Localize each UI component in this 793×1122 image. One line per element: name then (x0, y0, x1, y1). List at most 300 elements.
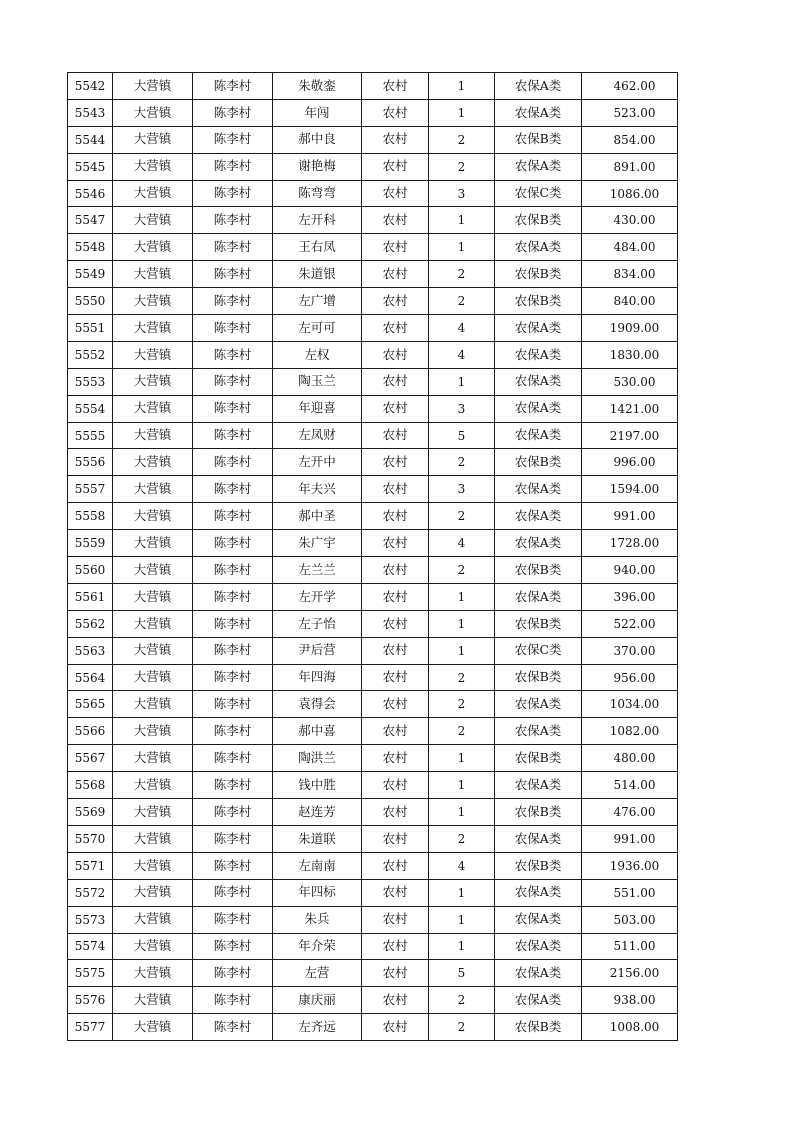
area-type-cell: 农村 (362, 99, 429, 126)
town-cell: 大营镇 (113, 422, 193, 449)
insurance-category-cell: 农保B类 (495, 557, 582, 584)
amount-cell: 840.00 (582, 288, 678, 315)
amount-cell: 2197.00 (582, 422, 678, 449)
insurance-category-cell: 农保A类 (495, 234, 582, 261)
table-row (68, 557, 678, 584)
amount-cell: 1936.00 (582, 852, 678, 879)
insurance-category-cell: 农保A类 (495, 503, 582, 530)
name-cell: 朱兵 (273, 906, 362, 933)
name-cell: 郝中良 (273, 126, 362, 153)
amount-cell: 476.00 (582, 799, 678, 826)
household-size-cell: 5 (429, 422, 495, 449)
household-size-cell: 1 (429, 73, 495, 100)
village-cell: 陈李村 (193, 315, 273, 342)
town-cell: 大营镇 (113, 906, 193, 933)
table-row (68, 73, 678, 100)
serial-number-cell: 5573 (68, 906, 113, 933)
area-type-cell: 农村 (362, 422, 429, 449)
town-cell: 大营镇 (113, 557, 193, 584)
household-size-cell: 1 (429, 583, 495, 610)
town-cell: 大营镇 (113, 288, 193, 315)
area-type-cell: 农村 (362, 691, 429, 718)
insurance-category-cell: 农保B类 (495, 799, 582, 826)
name-cell: 陶玉兰 (273, 368, 362, 395)
serial-number-cell: 5568 (68, 772, 113, 799)
table-row (68, 933, 678, 960)
name-cell: 郝中喜 (273, 718, 362, 745)
insurance-category-cell: 农保A类 (495, 718, 582, 745)
table-row (68, 960, 678, 987)
area-type-cell: 农村 (362, 476, 429, 503)
household-size-cell: 2 (429, 691, 495, 718)
village-cell: 陈李村 (193, 718, 273, 745)
insurance-category-cell: 农保A类 (495, 395, 582, 422)
serial-number-cell: 5560 (68, 557, 113, 584)
village-cell: 陈李村 (193, 395, 273, 422)
name-cell: 钱中胜 (273, 772, 362, 799)
insurance-category-cell: 农保A类 (495, 825, 582, 852)
serial-number-cell: 5549 (68, 261, 113, 288)
amount-cell: 956.00 (582, 664, 678, 691)
village-cell: 陈李村 (193, 799, 273, 826)
name-cell: 袁得会 (273, 691, 362, 718)
table-row (68, 476, 678, 503)
household-size-cell: 1 (429, 906, 495, 933)
serial-number-cell: 5577 (68, 1014, 113, 1041)
town-cell: 大营镇 (113, 503, 193, 530)
insurance-category-cell: 农保B类 (495, 126, 582, 153)
name-cell: 康庆丽 (273, 987, 362, 1014)
name-cell: 左广增 (273, 288, 362, 315)
insurance-category-cell: 农保A类 (495, 960, 582, 987)
area-type-cell: 农村 (362, 960, 429, 987)
area-type-cell: 农村 (362, 879, 429, 906)
serial-number-cell: 5570 (68, 825, 113, 852)
serial-number-cell: 5563 (68, 637, 113, 664)
household-size-cell: 3 (429, 180, 495, 207)
town-cell: 大营镇 (113, 852, 193, 879)
serial-number-cell: 5571 (68, 852, 113, 879)
insurance-category-cell: 农保A类 (495, 422, 582, 449)
village-cell: 陈李村 (193, 180, 273, 207)
village-cell: 陈李村 (193, 503, 273, 530)
area-type-cell: 农村 (362, 315, 429, 342)
town-cell: 大营镇 (113, 879, 193, 906)
area-type-cell: 农村 (362, 933, 429, 960)
household-size-cell: 2 (429, 664, 495, 691)
name-cell: 年介荣 (273, 933, 362, 960)
amount-cell: 2156.00 (582, 960, 678, 987)
village-cell: 陈李村 (193, 126, 273, 153)
amount-cell: 370.00 (582, 637, 678, 664)
town-cell: 大营镇 (113, 476, 193, 503)
household-size-cell: 1 (429, 234, 495, 261)
serial-number-cell: 5574 (68, 933, 113, 960)
area-type-cell: 农村 (362, 395, 429, 422)
insurance-category-cell: 农保B类 (495, 610, 582, 637)
town-cell: 大营镇 (113, 234, 193, 261)
amount-cell: 1086.00 (582, 180, 678, 207)
household-size-cell: 2 (429, 503, 495, 530)
table-row (68, 664, 678, 691)
table-row (68, 315, 678, 342)
household-size-cell: 2 (429, 718, 495, 745)
serial-number-cell: 5545 (68, 153, 113, 180)
insurance-category-cell: 农保A类 (495, 772, 582, 799)
area-type-cell: 农村 (362, 799, 429, 826)
insurance-category-cell: 农保A类 (495, 73, 582, 100)
area-type-cell: 农村 (362, 530, 429, 557)
town-cell: 大营镇 (113, 180, 193, 207)
table-row (68, 987, 678, 1014)
name-cell: 朱道联 (273, 825, 362, 852)
area-type-cell: 农村 (362, 610, 429, 637)
insurance-category-cell: 农保C类 (495, 637, 582, 664)
village-cell: 陈李村 (193, 610, 273, 637)
amount-cell: 523.00 (582, 99, 678, 126)
insurance-category-cell: 农保C类 (495, 180, 582, 207)
household-size-cell: 1 (429, 933, 495, 960)
name-cell: 朱道银 (273, 261, 362, 288)
village-cell: 陈李村 (193, 153, 273, 180)
serial-number-cell: 5559 (68, 530, 113, 557)
insurance-category-cell: 农保B类 (495, 288, 582, 315)
village-cell: 陈李村 (193, 234, 273, 261)
table-row (68, 341, 678, 368)
insurance-category-cell: 农保A类 (495, 341, 582, 368)
village-cell: 陈李村 (193, 933, 273, 960)
area-type-cell: 农村 (362, 987, 429, 1014)
village-cell: 陈李村 (193, 288, 273, 315)
serial-number-cell: 5555 (68, 422, 113, 449)
household-size-cell: 1 (429, 637, 495, 664)
town-cell: 大营镇 (113, 449, 193, 476)
household-size-cell: 2 (429, 557, 495, 584)
name-cell: 陶洪兰 (273, 745, 362, 772)
table-row (68, 799, 678, 826)
serial-number-cell: 5546 (68, 180, 113, 207)
insurance-category-cell: 农保A类 (495, 879, 582, 906)
serial-number-cell: 5569 (68, 799, 113, 826)
table-row (68, 126, 678, 153)
table-row (68, 503, 678, 530)
area-type-cell: 农村 (362, 126, 429, 153)
area-type-cell: 农村 (362, 368, 429, 395)
village-cell: 陈李村 (193, 879, 273, 906)
name-cell: 年四海 (273, 664, 362, 691)
table-row (68, 852, 678, 879)
household-size-cell: 4 (429, 315, 495, 342)
town-cell: 大营镇 (113, 933, 193, 960)
town-cell: 大营镇 (113, 960, 193, 987)
serial-number-cell: 5551 (68, 315, 113, 342)
area-type-cell: 农村 (362, 557, 429, 584)
insurance-category-cell: 农保B类 (495, 745, 582, 772)
insurance-category-cell: 农保A类 (495, 315, 582, 342)
table-row (68, 691, 678, 718)
insurance-category-cell: 农保B类 (495, 207, 582, 234)
household-size-cell: 1 (429, 745, 495, 772)
village-cell: 陈李村 (193, 557, 273, 584)
serial-number-cell: 5567 (68, 745, 113, 772)
name-cell: 朱广宇 (273, 530, 362, 557)
table-row (68, 879, 678, 906)
table-row (68, 207, 678, 234)
household-size-cell: 2 (429, 449, 495, 476)
name-cell: 陈弯弯 (273, 180, 362, 207)
area-type-cell: 农村 (362, 825, 429, 852)
village-cell: 陈李村 (193, 99, 273, 126)
table-row (68, 637, 678, 664)
table-row (68, 583, 678, 610)
table-row (68, 234, 678, 261)
insurance-category-cell: 农保A类 (495, 933, 582, 960)
household-size-cell: 1 (429, 772, 495, 799)
serial-number-cell: 5566 (68, 718, 113, 745)
town-cell: 大营镇 (113, 315, 193, 342)
village-cell: 陈李村 (193, 852, 273, 879)
town-cell: 大营镇 (113, 395, 193, 422)
village-cell: 陈李村 (193, 745, 273, 772)
area-type-cell: 农村 (362, 341, 429, 368)
amount-cell: 522.00 (582, 610, 678, 637)
serial-number-cell: 5565 (68, 691, 113, 718)
village-cell: 陈李村 (193, 637, 273, 664)
village-cell: 陈李村 (193, 825, 273, 852)
household-size-cell: 4 (429, 341, 495, 368)
town-cell: 大营镇 (113, 126, 193, 153)
insurance-category-cell: 农保B类 (495, 449, 582, 476)
town-cell: 大营镇 (113, 530, 193, 557)
town-cell: 大营镇 (113, 718, 193, 745)
village-cell: 陈李村 (193, 906, 273, 933)
household-size-cell: 3 (429, 476, 495, 503)
table-row (68, 395, 678, 422)
name-cell: 年四标 (273, 879, 362, 906)
name-cell: 王右凤 (273, 234, 362, 261)
table-row (68, 718, 678, 745)
amount-cell: 430.00 (582, 207, 678, 234)
household-size-cell: 1 (429, 879, 495, 906)
town-cell: 大营镇 (113, 825, 193, 852)
insurance-category-cell: 农保A类 (495, 691, 582, 718)
household-size-cell: 2 (429, 261, 495, 288)
serial-number-cell: 5575 (68, 960, 113, 987)
town-cell: 大营镇 (113, 341, 193, 368)
area-type-cell: 农村 (362, 73, 429, 100)
serial-number-cell: 5557 (68, 476, 113, 503)
table-row (68, 153, 678, 180)
area-type-cell: 农村 (362, 906, 429, 933)
name-cell: 左子怡 (273, 610, 362, 637)
insurance-category-cell: 农保B类 (495, 261, 582, 288)
village-cell: 陈李村 (193, 960, 273, 987)
village-cell: 陈李村 (193, 987, 273, 1014)
amount-cell: 991.00 (582, 503, 678, 530)
serial-number-cell: 5548 (68, 234, 113, 261)
amount-cell: 551.00 (582, 879, 678, 906)
town-cell: 大营镇 (113, 745, 193, 772)
insurance-category-cell: 农保B类 (495, 1014, 582, 1041)
town-cell: 大营镇 (113, 207, 193, 234)
serial-number-cell: 5556 (68, 449, 113, 476)
amount-cell: 940.00 (582, 557, 678, 584)
name-cell: 尹后营 (273, 637, 362, 664)
area-type-cell: 农村 (362, 207, 429, 234)
records-table (67, 72, 678, 1041)
household-size-cell: 1 (429, 799, 495, 826)
table-row (68, 449, 678, 476)
serial-number-cell: 5553 (68, 368, 113, 395)
household-size-cell: 4 (429, 530, 495, 557)
town-cell: 大营镇 (113, 691, 193, 718)
serial-number-cell: 5543 (68, 99, 113, 126)
village-cell: 陈李村 (193, 772, 273, 799)
household-size-cell: 2 (429, 987, 495, 1014)
insurance-category-cell: 农保A类 (495, 99, 582, 126)
insurance-category-cell: 农保A类 (495, 368, 582, 395)
amount-cell: 854.00 (582, 126, 678, 153)
serial-number-cell: 5562 (68, 610, 113, 637)
insurance-category-cell: 农保A类 (495, 987, 582, 1014)
town-cell: 大营镇 (113, 610, 193, 637)
area-type-cell: 农村 (362, 637, 429, 664)
name-cell: 郝中圣 (273, 503, 362, 530)
table-row (68, 772, 678, 799)
serial-number-cell: 5558 (68, 503, 113, 530)
insurance-category-cell: 农保A类 (495, 476, 582, 503)
village-cell: 陈李村 (193, 368, 273, 395)
table-row (68, 99, 678, 126)
serial-number-cell: 5544 (68, 126, 113, 153)
name-cell: 年夫兴 (273, 476, 362, 503)
town-cell: 大营镇 (113, 99, 193, 126)
insurance-category-cell: 农保A类 (495, 583, 582, 610)
household-size-cell: 2 (429, 153, 495, 180)
household-size-cell: 5 (429, 960, 495, 987)
village-cell: 陈李村 (193, 449, 273, 476)
town-cell: 大营镇 (113, 637, 193, 664)
name-cell: 左南南 (273, 852, 362, 879)
town-cell: 大营镇 (113, 1014, 193, 1041)
amount-cell: 1008.00 (582, 1014, 678, 1041)
household-size-cell: 4 (429, 852, 495, 879)
amount-cell: 396.00 (582, 583, 678, 610)
name-cell: 左开中 (273, 449, 362, 476)
amount-cell: 938.00 (582, 987, 678, 1014)
town-cell: 大营镇 (113, 153, 193, 180)
table-row (68, 906, 678, 933)
area-type-cell: 农村 (362, 772, 429, 799)
household-size-cell: 1 (429, 368, 495, 395)
serial-number-cell: 5552 (68, 341, 113, 368)
table-row (68, 261, 678, 288)
amount-cell: 511.00 (582, 933, 678, 960)
area-type-cell: 农村 (362, 583, 429, 610)
village-cell: 陈李村 (193, 476, 273, 503)
amount-cell: 1909.00 (582, 315, 678, 342)
name-cell: 年迎喜 (273, 395, 362, 422)
town-cell: 大营镇 (113, 368, 193, 395)
serial-number-cell: 5564 (68, 664, 113, 691)
amount-cell: 530.00 (582, 368, 678, 395)
household-size-cell: 3 (429, 395, 495, 422)
town-cell: 大营镇 (113, 583, 193, 610)
serial-number-cell: 5572 (68, 879, 113, 906)
insurance-category-cell: 农保A类 (495, 530, 582, 557)
town-cell: 大营镇 (113, 261, 193, 288)
table-row (68, 422, 678, 449)
serial-number-cell: 5550 (68, 288, 113, 315)
amount-cell: 1830.00 (582, 341, 678, 368)
serial-number-cell: 5547 (68, 207, 113, 234)
serial-number-cell: 5554 (68, 395, 113, 422)
amount-cell: 480.00 (582, 745, 678, 772)
amount-cell: 503.00 (582, 906, 678, 933)
amount-cell: 1594.00 (582, 476, 678, 503)
name-cell: 朱敬銮 (273, 73, 362, 100)
insurance-category-cell: 农保A类 (495, 153, 582, 180)
amount-cell: 1082.00 (582, 718, 678, 745)
table-row (68, 610, 678, 637)
amount-cell: 834.00 (582, 261, 678, 288)
records-table-body (68, 73, 678, 1041)
household-size-cell: 1 (429, 610, 495, 637)
amount-cell: 891.00 (582, 153, 678, 180)
name-cell: 左权 (273, 341, 362, 368)
table-row (68, 745, 678, 772)
amount-cell: 996.00 (582, 449, 678, 476)
area-type-cell: 农村 (362, 718, 429, 745)
area-type-cell: 农村 (362, 664, 429, 691)
name-cell: 左可可 (273, 315, 362, 342)
household-size-cell: 2 (429, 1014, 495, 1041)
name-cell: 左齐远 (273, 1014, 362, 1041)
area-type-cell: 农村 (362, 288, 429, 315)
name-cell: 左营 (273, 960, 362, 987)
village-cell: 陈李村 (193, 73, 273, 100)
name-cell: 左凤财 (273, 422, 362, 449)
insurance-category-cell: 农保A类 (495, 906, 582, 933)
village-cell: 陈李村 (193, 422, 273, 449)
table-row (68, 825, 678, 852)
area-type-cell: 农村 (362, 745, 429, 772)
household-size-cell: 2 (429, 126, 495, 153)
serial-number-cell: 5561 (68, 583, 113, 610)
table-row (68, 368, 678, 395)
name-cell: 年闯 (273, 99, 362, 126)
household-size-cell: 1 (429, 99, 495, 126)
name-cell: 左开学 (273, 583, 362, 610)
village-cell: 陈李村 (193, 583, 273, 610)
amount-cell: 1728.00 (582, 530, 678, 557)
amount-cell: 1034.00 (582, 691, 678, 718)
village-cell: 陈李村 (193, 691, 273, 718)
amount-cell: 991.00 (582, 825, 678, 852)
village-cell: 陈李村 (193, 261, 273, 288)
name-cell: 左开科 (273, 207, 362, 234)
area-type-cell: 农村 (362, 153, 429, 180)
name-cell: 左兰兰 (273, 557, 362, 584)
area-type-cell: 农村 (362, 449, 429, 476)
household-size-cell: 2 (429, 288, 495, 315)
town-cell: 大营镇 (113, 664, 193, 691)
area-type-cell: 农村 (362, 503, 429, 530)
area-type-cell: 农村 (362, 180, 429, 207)
village-cell: 陈李村 (193, 341, 273, 368)
area-type-cell: 农村 (362, 852, 429, 879)
amount-cell: 484.00 (582, 234, 678, 261)
